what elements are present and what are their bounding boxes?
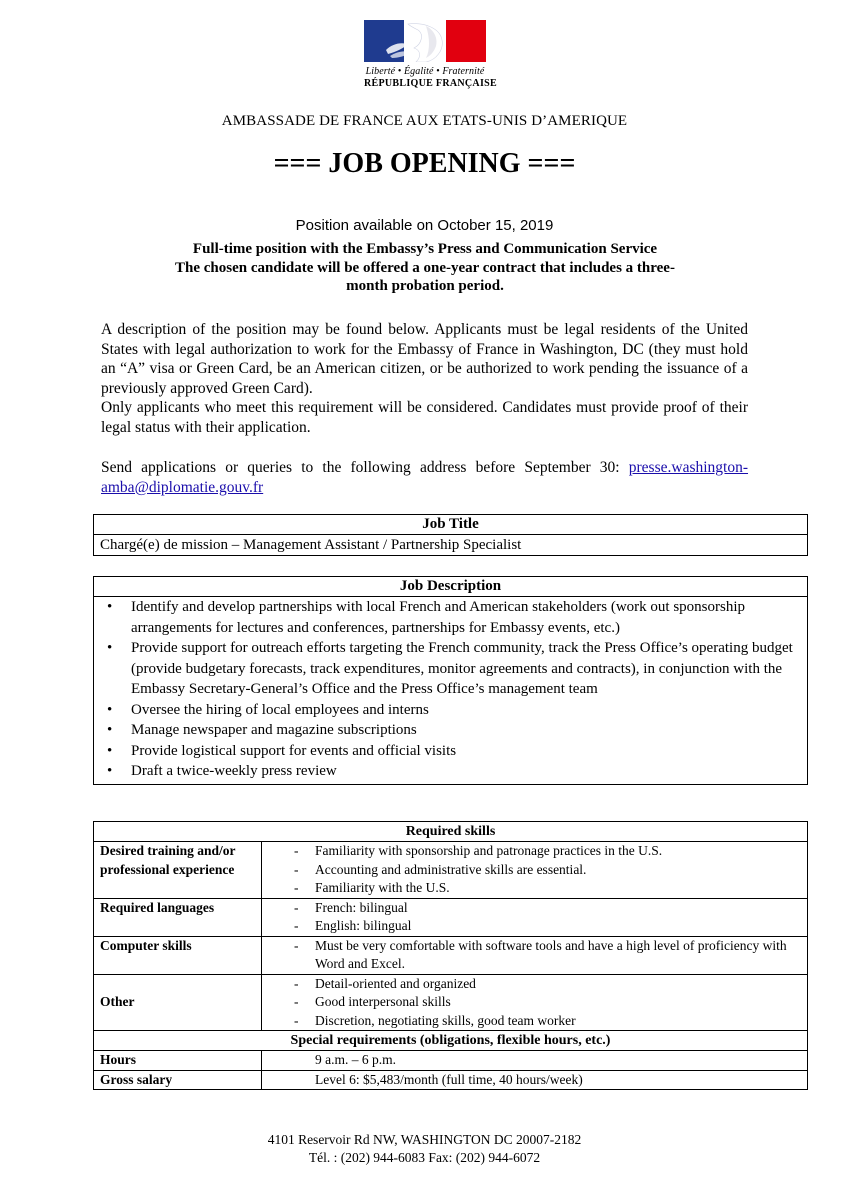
job-description-table: [93, 576, 808, 785]
skill-row-values: [262, 974, 808, 1031]
job-title-table: [93, 514, 808, 556]
position-summary-line-1: Full-time position with the Embassy’s Press and Communication Service: [192, 241, 658, 257]
eligibility-text: A description of the position may be found below. Applicants must be legal residents of the United States with legal authorization to work for the Embassy of France in Washington, DC (they must hold an “A” visa or Green Card, be an American citizen, or be authorized to work pending the issuance of a previously approved Green Card).: [101, 321, 748, 397]
skill-row-label: Other: [94, 974, 262, 1031]
skill-row-values: [262, 898, 808, 936]
list-item: - French: bilingual: [262, 899, 801, 918]
eligibility-paragraph: [101, 320, 748, 437]
list-item: • Oversee the hiring of local employees and interns: [94, 700, 807, 721]
table-row: [94, 898, 808, 936]
table-row: [94, 1051, 808, 1071]
skill-row-values: [262, 842, 808, 899]
table-row: [94, 842, 808, 899]
position-summary-line-2: The chosen candidate will be offered a one-year contract that includes a three-month probation period.: [175, 259, 675, 294]
republique-francaise-logo: [364, 20, 497, 89]
list-item: • Provide logistical support for events and official visits: [94, 741, 807, 762]
list-item: • Manage newspaper and magazine subscriptions: [94, 720, 807, 741]
position-summary: [160, 240, 690, 296]
table-row: [94, 974, 808, 1031]
list-item: - Good interpersonal skills: [262, 993, 801, 1012]
job-description-list: [94, 597, 807, 782]
skill-row-values: [262, 936, 808, 974]
job-description-header: Job Description: [94, 577, 808, 597]
required-skills-header: Required skills: [94, 822, 808, 842]
republic-name: RÉPUBLIQUE FRANÇAISE: [364, 78, 497, 89]
special-requirements-header: Special requirements (obligations, flexible hours, etc.): [94, 1031, 808, 1051]
availability-date: Position available on October 15, 2019: [295, 217, 554, 234]
job-title-header: Job Title: [94, 515, 808, 535]
footer: [0, 1131, 849, 1167]
republic-motto: Liberté • Égalité • Fraternité: [365, 66, 485, 77]
list-item: - Familiarity with the U.S.: [262, 879, 801, 898]
email-link[interactable]: presse.washington-amba@diplomatie.gouv.fr: [101, 459, 749, 496]
send-instructions: Send applications or queries to the following address before September 30:: [101, 459, 620, 476]
job-title-value: Chargé(e) de mission – Management Assistant / Partnership Specialist: [94, 535, 808, 556]
required-skills-table: [93, 821, 808, 1090]
list-item: • Draft a twice-weekly press review: [94, 761, 807, 782]
hours-label: Hours: [94, 1051, 262, 1071]
list-item: - Must be very comfortable with software tools and have a high level of proficiency with Word and Excel.: [262, 937, 801, 974]
marianne-flag-icon: [364, 20, 486, 62]
list-item: - Detail-oriented and organized: [262, 975, 801, 994]
job-description-body: [94, 597, 808, 785]
list-item: • Identify and develop partnerships with local French and American stakeholders (work out sponsorship arrangements for lectures and conferences, partnerships for Embassy events, etc.): [94, 597, 807, 638]
hours-value: 9 a.m. – 6 p.m.: [262, 1051, 808, 1071]
embassy-name: AMBASSADE DE FRANCE AUX ETATS-UNIS D’AMERIQUE: [221, 113, 628, 129]
skill-row-label: Desired training and/or professional experience: [94, 842, 262, 899]
skill-row-label: Computer skills: [94, 936, 262, 974]
list-item: - Familiarity with sponsorship and patronage practices in the U.S.: [262, 842, 801, 861]
skill-row-label: Required languages: [94, 898, 262, 936]
footer-address: 4101 Reservoir Rd NW, WASHINGTON DC 20007-2182: [267, 1132, 582, 1147]
table-row: [94, 1070, 808, 1090]
footer-phone: Tél. : (202) 944-6083 Fax: (202) 944-6072: [308, 1150, 541, 1165]
proof-requirement-text: Only applicants who meet this requirement will be considered. Candidates must provide proof of their legal status with their application.: [101, 399, 748, 436]
list-item: - English: bilingual: [262, 917, 801, 936]
page-title: === JOB OPENING ===: [273, 148, 576, 179]
application-paragraph: [101, 458, 748, 497]
list-item: • Provide support for outreach efforts targeting the French community, track the Press Office’s operating budget (provide budgetary forecasts, track expenditures, monitor agreements and contracts), in conjunction with the Embassy Secretary-General’s Office and the Press Office’s management team: [94, 638, 807, 700]
salary-value: Level 6: $5,483/month (full time, 40 hours/week): [262, 1070, 808, 1090]
salary-label: Gross salary: [94, 1070, 262, 1090]
table-row: [94, 936, 808, 974]
list-item: - Accounting and administrative skills are essential.: [262, 861, 801, 880]
list-item: - Discretion, negotiating skills, good team worker: [262, 1012, 801, 1031]
